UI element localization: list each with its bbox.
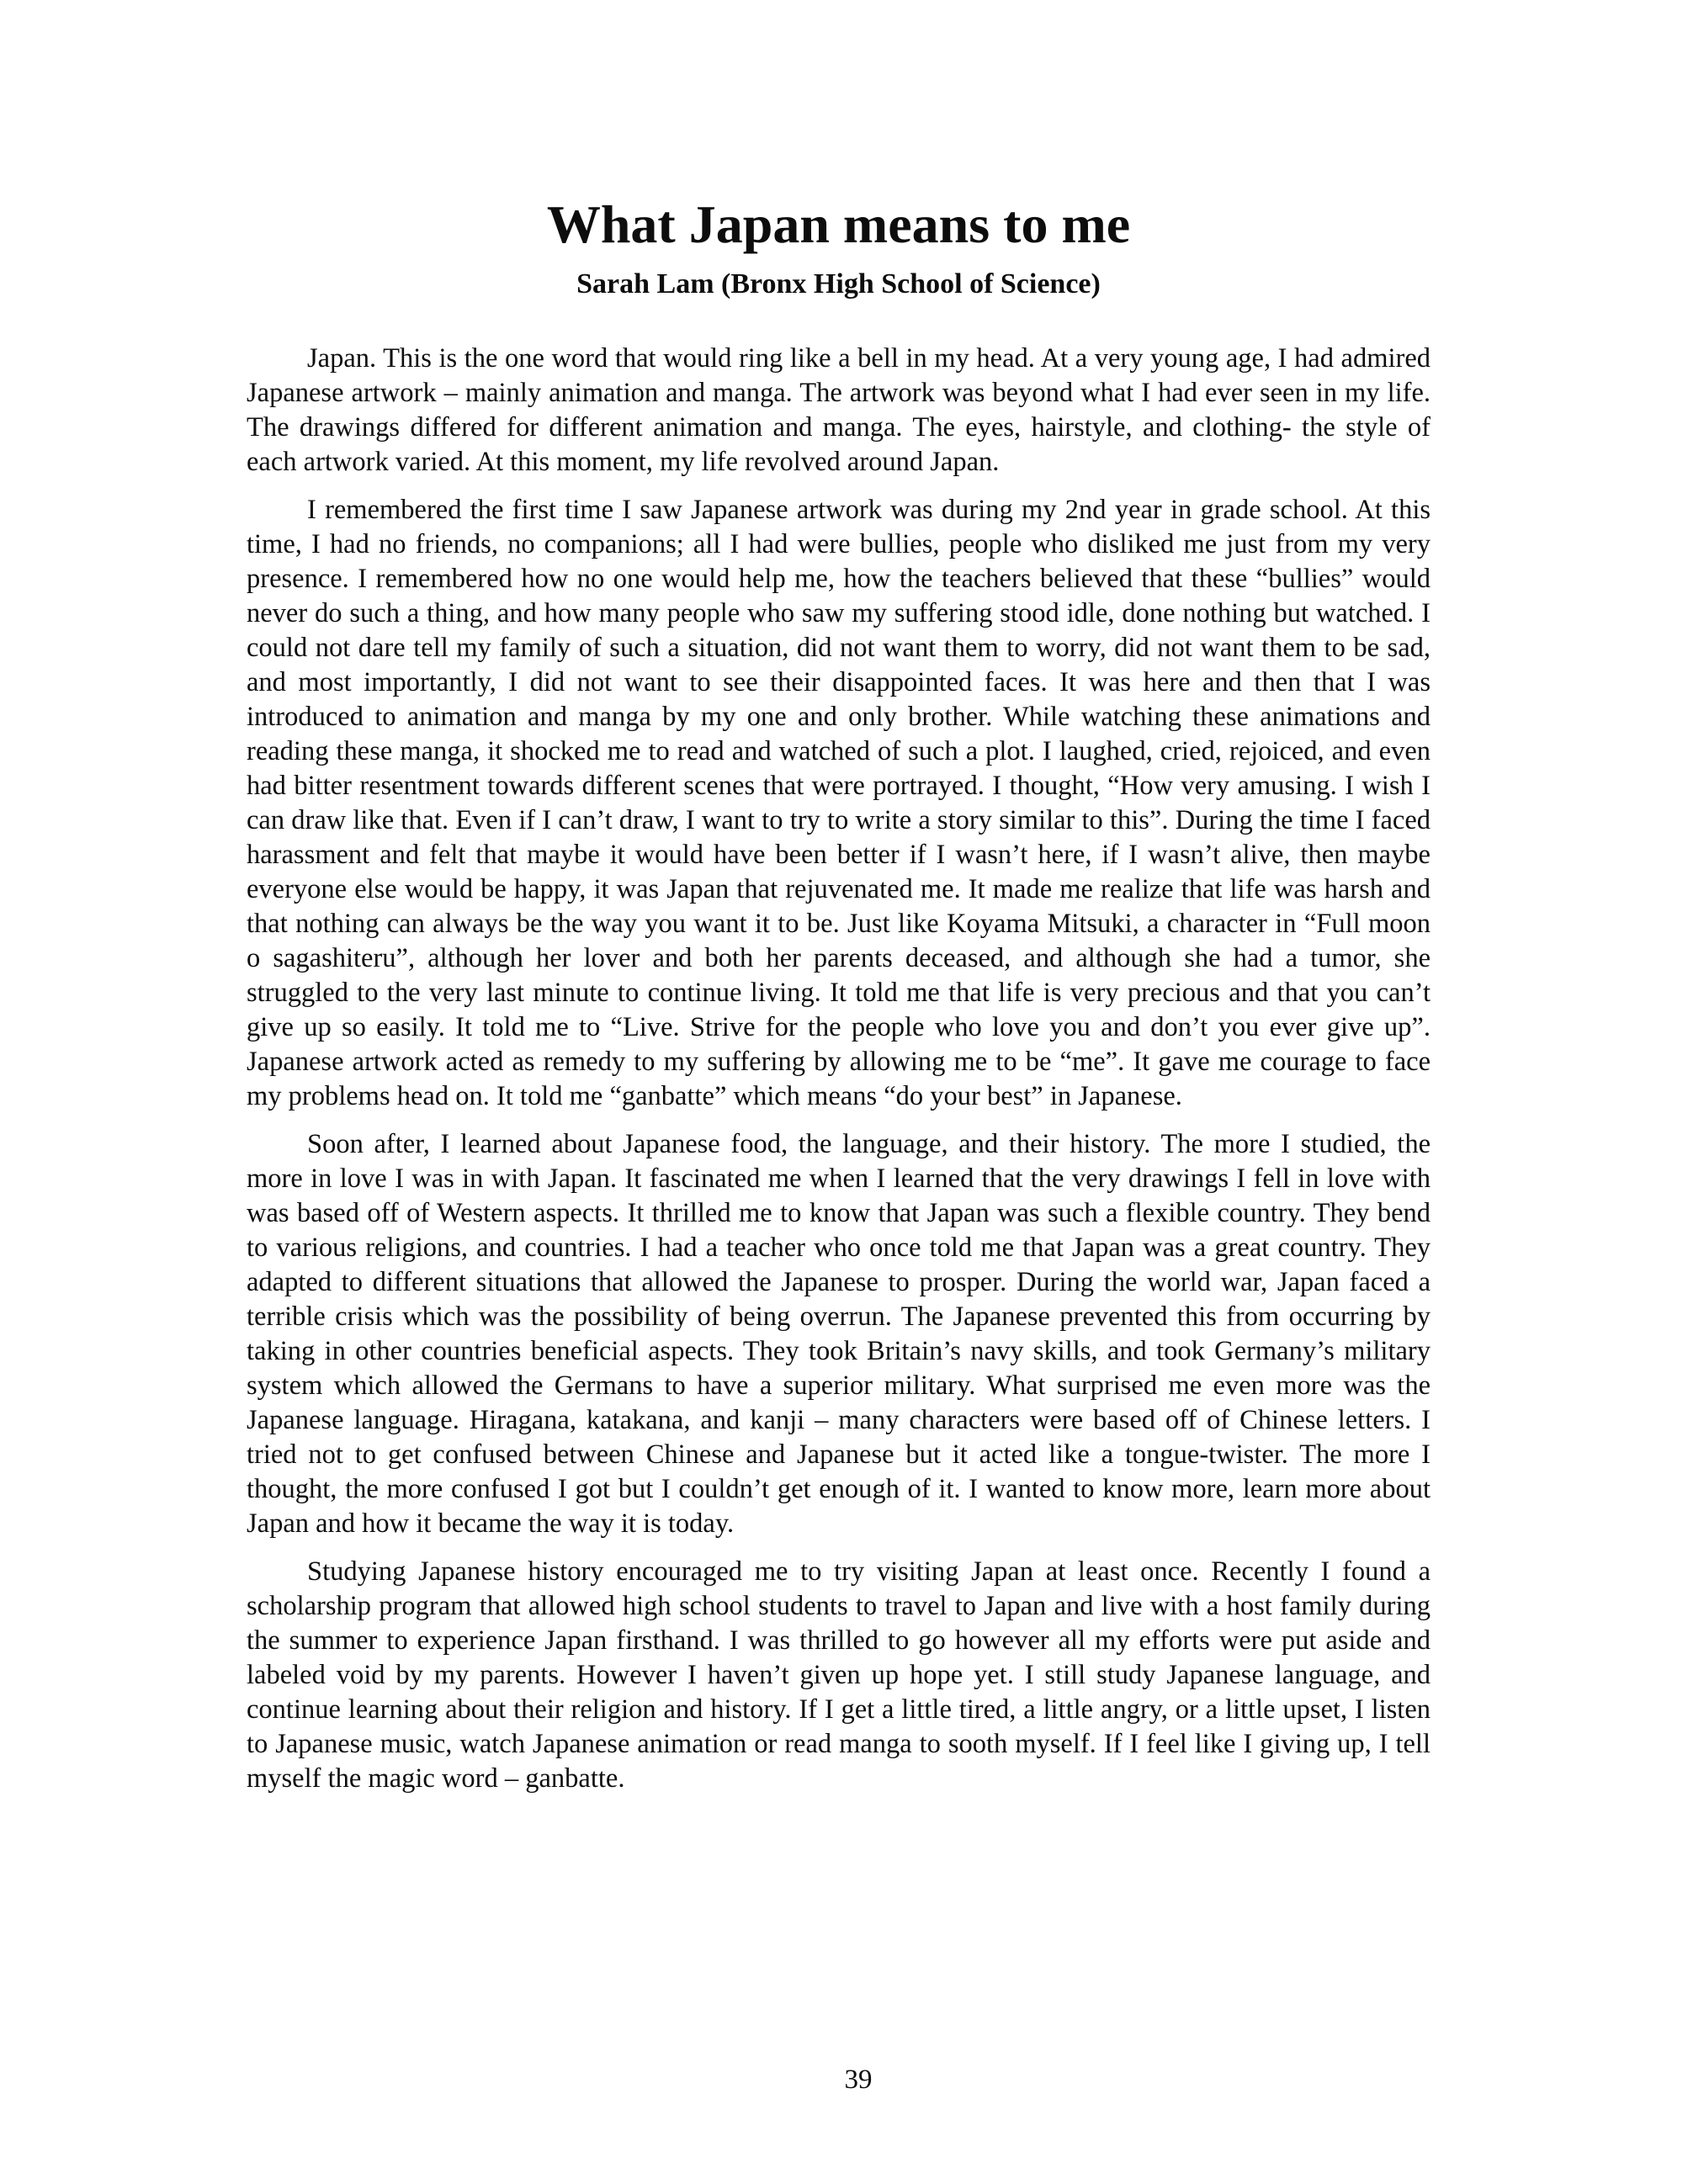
essay-paragraph: Soon after, I learned about Japanese food, the language, and their history. The more I studied, the more in love I was in with Japan. It fascinated me when I learned that the very drawings I fell in love with was based off of Western aspects. It thrilled me to know that Japan was such a flexible country. They bend to various religions, and countries. I had a teacher who once told me that Japan was a great country. They adapted to different situations that allowed the Japanese to prosper. During the world war, Japan faced a terrible crisis which was the possibility of being overrun. The Japanese prevented this from occurring by taking in other countries beneficial aspects. They took Britain’s navy skills, and took Germany’s military system which allowed the Germans to have a superior military. What surprised me even more was the Japanese language. Hiragana, katakana, and kanji – many characters were based off of Chinese letters. I tried not to get confused between Chinese and Japanese but it acted like a tongue-twister. The more I thought, the more confused I got but I couldn’t get enough of it. I wanted to know more, learn more about Japan and how it became the way it is today. <box>247 1129 1431 1539</box>
page-number: 39 <box>844 2065 873 2095</box>
essay-body <box>247 342 1431 1796</box>
essay-title: What Japan means to me <box>546 194 1131 254</box>
essay-paragraph: I remembered the first time I saw Japanese artwork was during my 2nd year in grade school. At this time, I had no friends, no companions; all I had were bullies, people who disliked me just from my very presence. I remembered how no one would help me, how the teachers believed that these “bullies” would never do such a thing, and how many people who saw my suffering stood idle, done nothing but watched. I could not dare tell my family of such a situation, did not want them to worry, did not want them to be sad, and most importantly, I did not want to see their disappointed faces. It was here and then that I was introduced to animation and manga by my one and only brother. While watching these animations and reading these manga, it shocked me to read and watched of such a plot. I laughed, cried, rejoiced, and even had bitter resentment towards different scenes that were portrayed. I thought, “How very amusing. I wish I can draw like that. Even if I can’t draw, I want to try to write a story similar to this”. During the time I faced harassment and felt that maybe it would have been better if I wasn’t here, if I wasn’t alive, then maybe everyone else would be happy, it was Japan that rejuvenated me. It made me realize that life was harsh and that nothing can always be the way you want it to be. Just like Koyama Mitsuki, a character in “Full moon o sagashiteru”, although her lover and both her parents deceased, and although she had a tumor, she struggled to the very last minute to continue living. It told me that life is very precious and that you can’t give up so easily. It told me to “Live. Strive for the people who love you and don’t you ever give up”. Japanese artwork acted as remedy to my suffering by allowing me to be “me”. It gave me courage to face my problems head on. It told me “ganbatte” which means “do your best” in Japanese. <box>247 495 1431 1111</box>
essay-paragraph: Studying Japanese history encouraged me to try visiting Japan at least once. Recently I found a scholarship program that allowed high school students to travel to Japan and live with a host family during the summer to experience Japan firsthand. I was thrilled to go however all my efforts were put aside and labeled void by my parents. However I haven’t given up hope yet. I still study Japanese language, and continue learning about their religion and history. If I get a little tired, a little angry, or a little upset, I listen to Japanese music, watch Japanese animation or read manga to sooth myself. If I feel like I giving up, I tell myself the magic word – ganbatte. <box>247 1556 1431 1794</box>
essay-paragraph: Japan. This is the one word that would ring like a bell in my head. At a very young age, I had admired Japanese artwork – mainly animation and manga. The artwork was beyond what I had ever seen in my life. The drawings differed for different animation and manga. The eyes, hairstyle, and clothing- the style of each artwork varied. At this moment, my life revolved around Japan. <box>247 343 1431 477</box>
essay-byline: Sarah Lam (Bronx High School of Science) <box>576 268 1101 300</box>
